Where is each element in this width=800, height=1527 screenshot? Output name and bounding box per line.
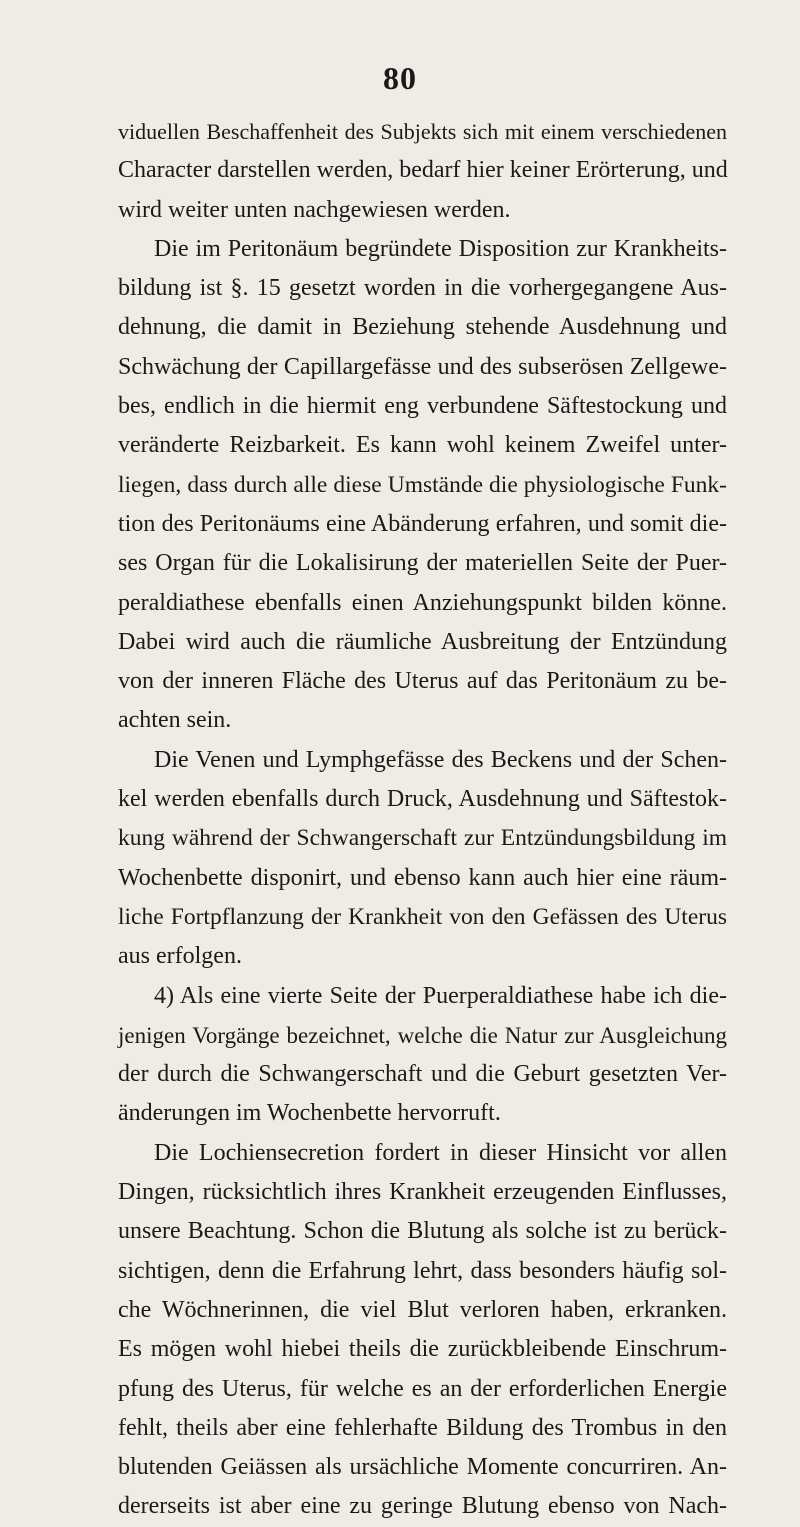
text-line: sichtigen, denn die Erfahrung lehrt, dass besonders häufig sol- (118, 1257, 727, 1284)
text-line: der durch die Schwangerschaft und die Geburt gesetzten Ver- (118, 1061, 727, 1088)
text-line: Dabei wird auch die räumliche Ausbreitung der Entzündung (118, 628, 727, 655)
text-line: blutenden Geiässen als ursächliche Momente concurriren. An- (118, 1454, 727, 1481)
text-line: Die Lochiensecretion fordert in dieser Hinsicht vor allen (154, 1139, 727, 1166)
text-line: veränderte Reizbarkeit. Es kann wohl keinem Zweifel unter- (118, 432, 727, 459)
body-text (118, 112, 727, 1527)
text-line: peraldiathese ebenfalls einen Anziehungspunkt bilden könne. (118, 589, 727, 616)
text-line: änderungen im Wochenbette hervorruft. (118, 1100, 501, 1127)
text-line: dehnung, die damit in Beziehung stehende Ausdehnung und (118, 314, 727, 341)
text-line: Die Venen und Lymphgefässe des Beckens und der Schen- (154, 746, 727, 773)
text-line: bes, endlich in die hiermit eng verbundene Säftestockung und (118, 393, 727, 420)
text-line: wird weiter unten nachgewiesen werden. (118, 196, 511, 223)
text-line: Die im Peritonäum begründete Disposition zur Krankheits- (154, 235, 727, 262)
text-line: bildung ist §. 15 gesetzt worden in die vorhergegangene Aus- (118, 275, 727, 302)
page-number: 80 (383, 60, 417, 96)
text-line: che Wöchnerinnen, die viel Blut verloren haben, erkranken. (118, 1296, 727, 1323)
text-line: kel werden ebenfalls durch Druck, Ausdehnung und Säftestok- (118, 786, 727, 813)
text-line: Schwächung der Capillargefässe und des subserösen Zellgewe- (118, 353, 727, 380)
text-line: kung während der Schwangerschaft zur Entzündungsbildung im (118, 825, 727, 852)
text-line: liegen, dass durch alle diese Umstände die physiologische Funk- (118, 471, 727, 498)
text-line: pfung des Uterus, für welche es an der erforderlichen Energie (118, 1375, 727, 1402)
text-line: Wochenbette disponirt, und ebenso kann auch hier eine räum- (118, 864, 727, 891)
text-line: ses Organ für die Lokalisirung der materiellen Seite der Puer- (118, 550, 727, 577)
text-line: von der inneren Fläche des Uterus auf das Peritonäum zu be- (118, 668, 727, 695)
text-line: 4) Als eine vierte Seite der Puerperaldiathese habe ich die- (154, 982, 727, 1009)
text-line: Character darstellen werden, bedarf hier keiner Erörterung, und (118, 157, 728, 184)
text-line: viduellen Beschaffenheit des Subjekts sich mit einem verschiedenen (118, 119, 727, 144)
text-line: achten sein. (118, 707, 232, 734)
text-line: unsere Beachtung. Schon die Blutung als solche ist zu berück- (118, 1218, 727, 1245)
text-line: dererseits ist aber eine zu geringe Blutung ebenso von Nach- (118, 1493, 727, 1520)
text-line: Es mögen wohl hiebei theils die zurückbleibende Einschrum- (118, 1336, 727, 1363)
text-line: liche Fortpflanzung der Krankheit von den Gefässen des Uterus (118, 903, 727, 930)
text-line: fehlt, theils aber eine fehlerhafte Bildung des Trombus in den (118, 1414, 727, 1441)
text-line: jenigen Vorgänge bezeichnet, welche die Natur zur Ausgleichung (118, 1022, 727, 1048)
text-line: aus erfolgen. (118, 943, 242, 970)
text-line: tion des Peritonäums eine Abänderung erfahren, und somit die- (118, 510, 727, 537)
text-line: Dingen, rücksichtlich ihres Krankheit erzeugenden Einflusses, (118, 1179, 727, 1206)
